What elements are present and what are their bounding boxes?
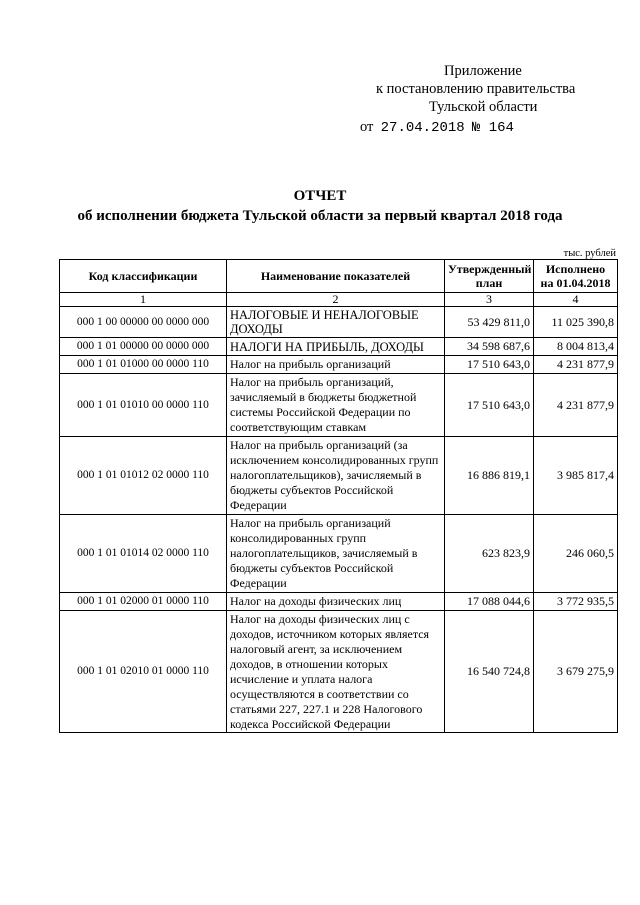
budget-table <box>59 259 618 733</box>
row-name: НАЛОГОВЫЕ И НЕНАЛОГОВЫЕ ДОХОДЫ <box>227 307 445 338</box>
row-name-cell <box>227 611 445 733</box>
column-number: 1 <box>60 293 227 307</box>
table-row <box>60 356 618 374</box>
table-row <box>60 338 618 356</box>
row-plan: 53 429 811,0 <box>445 307 534 338</box>
row-code: 000 1 01 01014 02 0000 110 <box>60 515 227 593</box>
row-name: Налог на прибыль организаций, зачисляемый в бюджеты бюджетной системы Российской Федерации по соответствующим ставкам <box>227 374 445 437</box>
report-title: ОТЧЕТ <box>293 188 347 204</box>
appendix-line-2: к постановлению правительства <box>376 81 576 97</box>
appendix-line-3: Тульской области <box>429 99 538 115</box>
header-name: Наименование показателей <box>227 260 445 293</box>
row-name: Налог на доходы физических лиц <box>227 593 445 611</box>
appendix-line-1: Приложение <box>444 63 522 79</box>
row-plan: 17 510 643,0 <box>445 356 534 374</box>
header-exec-line-1: Исполнено <box>545 262 606 276</box>
date-prefix: от <box>360 119 374 135</box>
decree-number: № 164 <box>471 120 514 136</box>
header-code: Код классификации <box>60 260 227 293</box>
row-code: 000 1 00 00000 00 0000 000 <box>60 307 227 338</box>
row-code: 000 1 01 02000 01 0000 110 <box>60 593 227 611</box>
header-plan <box>445 260 534 293</box>
row-name: НАЛОГИ НА ПРИБЫЛЬ, ДОХОДЫ <box>227 338 445 356</box>
row-code: 000 1 01 01000 00 0000 110 <box>60 356 227 374</box>
row-exec: 3 772 935,5 <box>534 593 618 611</box>
table-row <box>60 307 618 338</box>
row-name: Налог на прибыль организаций (за исключением консолидированных групп налогоплательщиков), зачисляемый в бюджеты субъектов Российской Федерации <box>227 437 445 515</box>
row-code: 000 1 01 01010 00 0000 110 <box>60 374 227 437</box>
row-exec: 3 985 817,4 <box>534 437 618 515</box>
column-number-row <box>60 293 618 307</box>
row-plan: 34 598 687,6 <box>445 338 534 356</box>
units-label: тыс. рублей <box>563 248 616 259</box>
table-header-row <box>60 260 618 293</box>
row-exec: 4 231 877,9 <box>534 356 618 374</box>
row-exec: 246 060,5 <box>534 515 618 593</box>
column-number: 3 <box>445 293 534 307</box>
row-exec: 8 004 813,4 <box>534 338 618 356</box>
row-plan: 623 823,9 <box>445 515 534 593</box>
table-row <box>60 437 618 515</box>
row-name: Налог на доходы физических лиц с доходов, источником которых является налоговый агент, за исключением доходов, в отношении которых исчисление и уплата налога осуществляются в соответствии со статьями 227, 227.1 и 228 Налогового кодекса Российской Федерации <box>230 612 430 731</box>
row-plan: 16 540 724,8 <box>445 611 534 733</box>
column-number: 4 <box>534 293 618 307</box>
header-plan-line-1: Утвержденный <box>448 262 532 276</box>
decree-date: 27.04.2018 <box>380 120 465 136</box>
row-name: Налог на прибыль организаций <box>227 356 445 374</box>
row-code: 000 1 01 02010 01 0000 110 <box>60 611 227 733</box>
header-exec <box>534 260 618 293</box>
header-plan-line-2: план <box>475 276 503 290</box>
header-exec-line-2: на 01.04.2018 <box>540 276 611 290</box>
row-exec: 4 231 877,9 <box>534 374 618 437</box>
table-row <box>60 593 618 611</box>
row-plan: 17 088 044,6 <box>445 593 534 611</box>
report-subtitle: об исполнении бюджета Тульской области за первый квартал 2018 года <box>77 208 563 224</box>
row-plan: 16 886 819,1 <box>445 437 534 515</box>
row-exec: 11 025 390,8 <box>534 307 618 338</box>
table-row <box>60 374 618 437</box>
table-row <box>60 515 618 593</box>
row-code: 000 1 01 00000 00 0000 000 <box>60 338 227 356</box>
appendix-block <box>360 62 600 137</box>
row-name: Налог на прибыль организаций консолидированных групп налогоплательщиков, зачисляемый в бюджеты субъектов Российской Федерации <box>227 515 445 593</box>
table-row <box>60 611 618 733</box>
row-plan: 17 510 643,0 <box>445 374 534 437</box>
row-code: 000 1 01 01012 02 0000 110 <box>60 437 227 515</box>
appendix-date-line <box>360 118 600 137</box>
column-number: 2 <box>227 293 445 307</box>
row-exec: 3 679 275,9 <box>534 611 618 733</box>
